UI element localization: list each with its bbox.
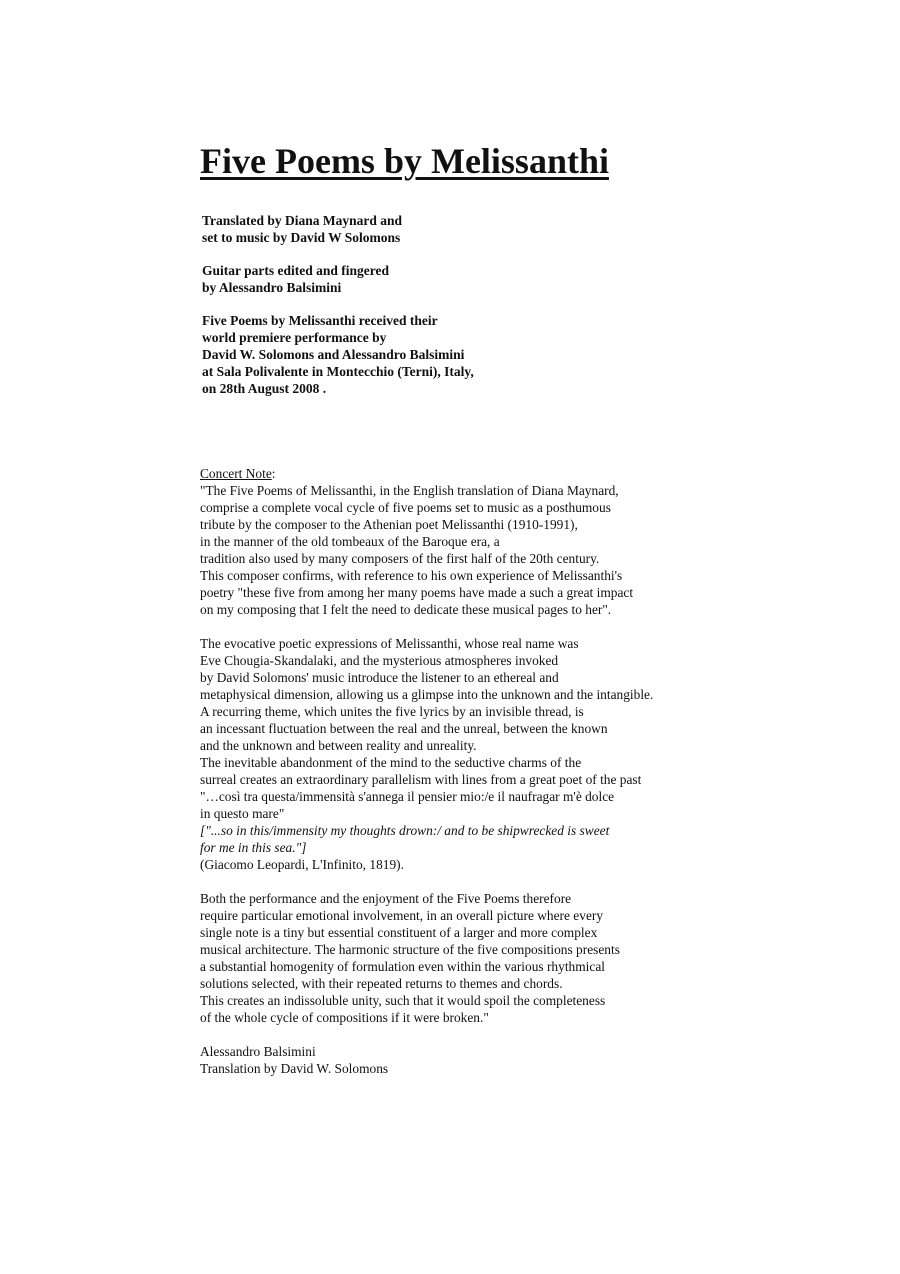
text-line: tribute by the composer to the Athenian poet Melissanthi (1910-1991), [200, 517, 578, 532]
text-line: metaphysical dimension, allowing us a glimpse into the unknown and the intangible. [200, 687, 654, 702]
text-line: Guitar parts edited and fingered [202, 263, 390, 278]
text-line: "…così tra questa/immensità s'annega il pensier mio:/e il naufragar m'è dolce [200, 789, 615, 804]
text-line: at Sala Polivalente in Montecchio (Terni), Italy, [202, 364, 474, 379]
text-line: Eve Chougia-Skandalaki, and the mysterious atmospheres invoked [200, 653, 559, 668]
text-line: musical architecture. The harmonic structure of the five compositions presents [200, 942, 620, 957]
text-line: in questo mare" [200, 806, 285, 821]
concert-note-heading-line [200, 465, 840, 482]
text-line: world premiere performance by [202, 330, 387, 345]
text-line: This creates an indissoluble unity, such that it would spoil the completeness [200, 993, 606, 1008]
text-line: Translated by Diana Maynard and [202, 213, 403, 228]
text-line: comprise a complete vocal cycle of five poems set to music as a posthumous [200, 500, 611, 515]
text-line: on 28th August 2008 . [202, 381, 327, 396]
text-line: by Alessandro Balsimini [202, 280, 342, 295]
text-line: in the manner of the old tombeaux of the Baroque era, a [200, 534, 500, 549]
signature-block [200, 1043, 840, 1077]
credits-section [202, 212, 762, 413]
translator-credit: Translation by David W. Solomons [200, 1061, 389, 1076]
concert-note-heading: Concert Note [200, 466, 272, 481]
heading-colon: : [271, 466, 276, 481]
text-line: on my composing that I felt the need to dedicate these musical pages to her". [200, 602, 612, 617]
translation-line: ["...so in this/immensity my thoughts drown:/ and to be shipwrecked is sweet [200, 823, 610, 838]
text-line: by David Solomons' music introduce the listener to an ethereal and [200, 670, 559, 685]
text-line: set to music by David W Solomons [202, 230, 401, 245]
text-line: "The Five Poems of Melissanthi, in the English translation of Diana Maynard, [200, 483, 619, 498]
paragraph-3 [200, 890, 840, 1026]
text-line: David W. Solomons and Alessandro Balsimini [202, 347, 465, 362]
text-line: surreal creates an extraordinary parallelism with lines from a great poet of the past [200, 772, 642, 787]
text-line: The inevitable abandonment of the mind to the seductive charms of the [200, 755, 582, 770]
concert-note [200, 465, 840, 1077]
paragraph-1 [200, 482, 840, 618]
author-name: Alessandro Balsimini [200, 1044, 316, 1059]
text-line: poetry "these five from among her many poems have made a such a great impact [200, 585, 634, 600]
text-line: of the whole cycle of compositions if it were broken." [200, 1010, 489, 1025]
text-line: a substantial homogenity of formulation even within the various rhythmical [200, 959, 605, 974]
text-line: tradition also used by many composers of the first half of the 20th century. [200, 551, 600, 566]
text-line: This composer confirms, with reference to his own experience of Melissanthi's [200, 568, 623, 583]
text-line: Five Poems by Melissanthi received their [202, 313, 438, 328]
translation-line: for me in this sea."] [200, 840, 307, 855]
text-line: require particular emotional involvement, in an overall picture where every [200, 908, 604, 923]
paragraph-2 [200, 635, 840, 873]
premiere-credit [202, 312, 762, 397]
text-line: and the unknown and between reality and unreality. [200, 738, 477, 753]
guitar-credit [202, 262, 762, 296]
translation-credit [202, 212, 762, 246]
text-line: solutions selected, with their repeated returns to themes and chords. [200, 976, 563, 991]
text-line: A recurring theme, which unites the five lyrics by an invisible thread, is [200, 704, 584, 719]
text-line: Both the performance and the enjoyment of the Five Poems therefore [200, 891, 572, 906]
citation-line: (Giacomo Leopardi, L'Infinito, 1819). [200, 857, 404, 872]
page-title: Five Poems by Melissanthi [200, 141, 609, 181]
text-line: The evocative poetic expressions of Melissanthi, whose real name was [200, 636, 579, 651]
text-line: an incessant fluctuation between the real and the unreal, between the known [200, 721, 608, 736]
text-line: single note is a tiny but essential constituent of a larger and more complex [200, 925, 598, 940]
